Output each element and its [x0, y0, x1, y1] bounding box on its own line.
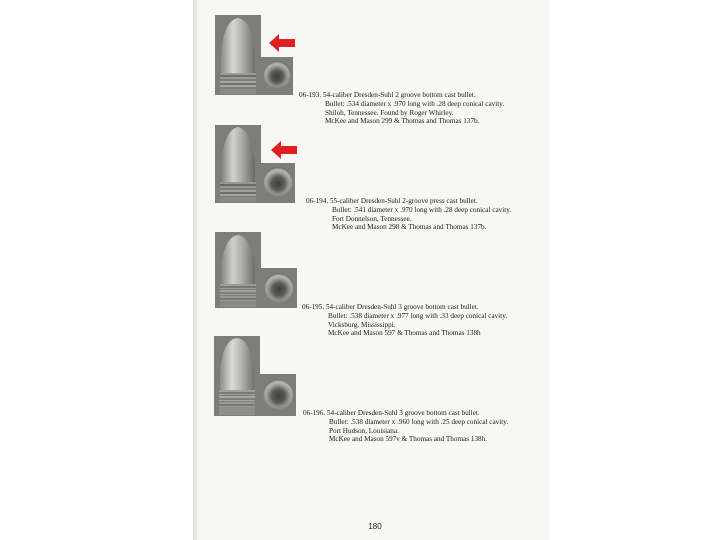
bullet-side-image	[215, 15, 261, 95]
caption-dimensions: Bullet: .538 diameter x .960 long with .25 deep conical cavity.	[329, 417, 509, 426]
caption-location: Shiloh, Tennessee. Found by Roger Whirley.	[325, 108, 454, 117]
caption-location: Vicksburg, Mississippi.	[328, 320, 396, 329]
red-arrow-icon	[269, 34, 295, 52]
caption-location: Fort Donnelson, Tennessee.	[332, 214, 412, 223]
bullet-base-photo-06-194	[261, 163, 295, 203]
bullet-photo-06-195	[215, 232, 261, 308]
bullet-base-photo-06-195	[261, 268, 297, 308]
book-page	[193, 0, 550, 540]
caption-title: 06-195. 54-caliber Dresden-Suhl 3 groove bottom cast bullet.	[302, 303, 479, 311]
bullet-photo-06-194	[215, 125, 261, 203]
bullet-side-image	[215, 125, 261, 203]
caption-title: 06-194. 55-caliber Dresden-Suhl 2-groove press cast bullet.	[306, 197, 478, 205]
bullet-side-image	[214, 336, 260, 416]
bullet-base-photo-06-193	[261, 57, 293, 95]
bullet-base-photo-06-196	[260, 374, 296, 416]
caption-06-194	[306, 197, 511, 232]
bullet-photo-06-193	[215, 15, 261, 95]
caption-reference: McKee and Mason 597 & Thomas and Thomas 138h	[328, 329, 481, 338]
bullet-photo-06-196	[214, 336, 260, 416]
caption-dimensions: Bullet: .534 diameter x .970 long with .28 deep conical cavity.	[325, 99, 505, 108]
caption-reference: McKee and Mason 298 & Thomas and Thomas 137b.	[332, 223, 487, 232]
caption-dimensions: Bullet: .538 diameter x .977 long with .33 deep conical cavity.	[328, 311, 508, 320]
red-arrow-icon	[271, 141, 297, 159]
caption-reference: McKee and Mason 299 & Thomas and Thomas 137b.	[325, 117, 480, 126]
caption-06-195	[302, 303, 507, 338]
caption-title: 06-196. 54-caliber Dresden-Suhl 3 groove bottom cast bullet.	[303, 409, 480, 417]
caption-reference: McKee and Mason 597v & Thomas and Thomas 138h.	[329, 435, 488, 444]
page-number: 180	[368, 522, 382, 531]
caption-title: 06-193. 54-caliber Dresden-Suhl 2 groove bottom cast bullet.	[299, 91, 476, 99]
bullet-side-image	[215, 232, 261, 308]
caption-06-193	[299, 91, 504, 126]
caption-dimensions: Bullet: .541 diameter x .970 long with .28 deep conical cavity.	[332, 205, 512, 214]
caption-location: Port Hudson, Louisiana.	[329, 426, 399, 435]
caption-06-196	[303, 409, 508, 444]
